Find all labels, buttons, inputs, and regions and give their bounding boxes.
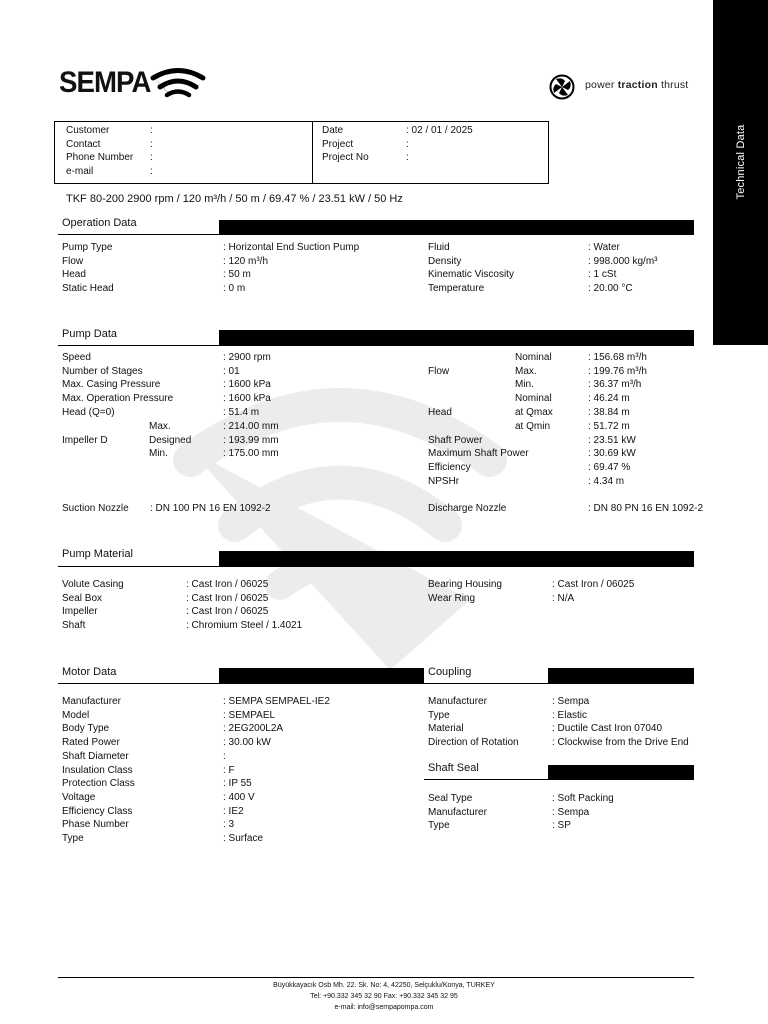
shaft-seal-rule [424, 779, 694, 780]
coupling-label-type: Type [428, 709, 450, 721]
impeller-label-min: Min. [149, 448, 168, 459]
pump-model-summary: TKF 80-200 2900 rpm / 120 m³/h / 50 m / 69.47 % / 23.51 kW / 50 Hz [66, 193, 403, 205]
motor-label-body-type: Body Type [62, 723, 110, 735]
operation-value-flow: : 120 m³/h [223, 255, 269, 267]
pump-label-discharge-nozzle: Discharge Nozzle [428, 503, 507, 514]
tagline-word-thrust: thrust [660, 79, 689, 91]
customer-label-project: Project [322, 138, 354, 150]
seal-label-seal-type: Seal Type [428, 793, 473, 804]
motor-label-phase-number: Phase Number [62, 819, 129, 831]
head-value-qmin: : 51.72 m [588, 421, 630, 432]
coupling-rule [424, 683, 694, 684]
pump-label-casing-pressure: Max. Casing Pressure [62, 379, 161, 390]
pump-data-title: Pump Data [62, 328, 118, 340]
motor-value-protection-class: : IP 55 [223, 778, 252, 790]
propeller-mark-icon [549, 74, 575, 100]
head-label-qmax: at Qmax [515, 407, 553, 418]
pump-label-max-shaft-power: Maximum Shaft Power [428, 448, 529, 459]
flow-value-min: : 36.37 m³/h [588, 379, 642, 390]
pump-value-max-shaft-power: : 30.69 kW [588, 448, 636, 459]
pump-value-head-q0: : 51.4 m [223, 407, 260, 418]
tagline-word-traction: traction [617, 79, 658, 91]
motor-data-title: Motor Data [62, 666, 117, 678]
pump-value-npshr: : 4.34 m [588, 476, 625, 487]
footer-email: e-mail: info@sempapompa.com [334, 1004, 434, 1011]
brand-tagline [585, 79, 688, 91]
material-label-wear-ring: Wear Ring [428, 592, 476, 604]
operation-value-density: : 998.000 kg/m³ [588, 255, 658, 267]
motor-value-phase-number: : 3 [223, 819, 235, 831]
pump-value-efficiency: : 69.47 % [588, 462, 631, 473]
material-label-impeller: Impeller [62, 606, 98, 618]
customer-value-customer: : [150, 125, 153, 136]
flow-label: Flow [428, 366, 450, 377]
motor-value-voltage: : 400 V [223, 791, 255, 803]
impeller-value-max: : 214.00 mm [223, 421, 279, 432]
motor-label-protection-class: Protection Class [62, 778, 135, 790]
material-label-seal-box: Seal Box [62, 592, 103, 604]
pump-data-bar [219, 330, 694, 345]
operation-label-fluid: Fluid [428, 242, 450, 253]
pump-label-npshr: NPSHr [428, 476, 460, 487]
pump-label-operation-pressure: Max. Operation Pressure [62, 393, 174, 404]
operation-data-rule [58, 234, 694, 235]
motor-label-voltage: Voltage [62, 791, 96, 803]
operation-label-pump-type: Pump Type [62, 242, 113, 253]
material-value-wear-ring: : N/A [552, 592, 575, 604]
flow-label-nominal: Nominal [515, 352, 552, 363]
coupling-label-direction-of-rotation: Direction of Rotation [428, 737, 519, 749]
customer-value-phone-number: : [150, 152, 153, 164]
sempa-logo: SEMPA [59, 66, 151, 99]
pump-label-suction-nozzle: Suction Nozzle [62, 503, 129, 514]
seal-label-manufacturer: Manufacturer [428, 806, 487, 818]
operation-value-fluid: : Water [588, 242, 620, 253]
pump-value-casing-pressure: : 1600 kPa [223, 379, 271, 390]
motor-value-shaft-diameter: : [223, 750, 226, 762]
pump-label-shaft-power: Shaft Power [428, 435, 483, 446]
shaft-seal-title: Shaft Seal [428, 762, 479, 774]
motor-data-bar [219, 668, 424, 683]
customer-value-project: : [406, 138, 409, 150]
footer-address: Büyükkayacık Osb Mh. 22. Sk. No: 4, 42250, Selçuklu/Konya, TURKEY [273, 982, 495, 989]
pump-value-operation-pressure: : 1600 kPa [223, 393, 271, 404]
material-value-volute-casing: : Cast Iron / 06025 [186, 579, 269, 590]
pump-data-rule [58, 345, 694, 346]
motor-value-model: : SEMPAEL [223, 709, 276, 721]
flow-value-max: : 199.76 m³/h [588, 366, 647, 377]
pump-value-stages: : 01 [223, 366, 240, 377]
pump-label-stages: Number of Stages [62, 366, 143, 377]
customer-value-date: : 02 / 01 / 2025 [406, 125, 473, 136]
operation-label-head: Head [62, 269, 86, 281]
material-value-seal-box: : Cast Iron / 06025 [186, 592, 269, 604]
seal-label-type: Type [428, 820, 450, 832]
material-label-volute-casing: Volute Casing [62, 579, 124, 590]
pump-material-rule [58, 566, 694, 567]
seal-value-type: : SP [552, 820, 571, 832]
pump-material-title: Pump Material [62, 548, 133, 560]
operation-label-temperature: Temperature [428, 283, 485, 295]
operation-value-static-head: : 0 m [223, 283, 246, 295]
customer-label-contact: Contact [66, 138, 101, 150]
coupling-label-material: Material [428, 723, 464, 735]
material-value-shaft: : Chromium Steel / 1.4021 [186, 620, 303, 632]
material-label-shaft: Shaft [62, 620, 86, 632]
head-label: Head [428, 407, 452, 418]
customer-value-contact: : [150, 138, 153, 150]
pump-label-head-q0: Head (Q=0) [62, 407, 115, 418]
pump-value-shaft-power: : 23.51 kW [588, 435, 636, 446]
motor-label-rated-power: Rated Power [62, 737, 120, 749]
pump-value-discharge-nozzle: : DN 80 PN 16 EN 1092-2 [588, 503, 704, 514]
motor-value-manufacturer: : SEMPA SEMPAEL-IE2 [223, 696, 330, 707]
flow-label-max: Max. [515, 366, 537, 377]
customer-label-e-mail: e-mail [66, 166, 94, 178]
operation-label-density: Density [428, 255, 462, 267]
material-label-bearing-housing: Bearing Housing [428, 579, 502, 590]
impeller-label-designed: Designed [149, 435, 192, 446]
seal-value-manufacturer: : Sempa [552, 806, 590, 818]
customer-value-e-mail: : [150, 166, 153, 178]
motor-label-manufacturer: Manufacturer [62, 696, 121, 707]
motor-label-shaft-diameter: Shaft Diameter [62, 750, 129, 762]
customer-label-date: Date [322, 125, 344, 136]
seal-value-seal-type: : Soft Packing [552, 793, 614, 804]
operation-value-pump-type: : Horizontal End Suction Pump [223, 242, 360, 253]
motor-label-model: Model [62, 709, 90, 721]
pump-label-speed: Speed [62, 352, 91, 363]
head-label-qmin: at Qmin [515, 421, 551, 432]
impeller-value-min: : 175.00 mm [223, 448, 279, 459]
operation-label-kinematic-viscosity: Kinematic Viscosity [428, 269, 514, 281]
customer-value-project-no: : [406, 152, 409, 164]
head-label-nominal: Nominal [515, 393, 552, 404]
footer-rule [58, 977, 694, 978]
customer-box-divider [312, 121, 313, 184]
operation-value-kinematic-viscosity: : 1 cSt [588, 269, 617, 281]
head-value-qmax: : 38.84 m [588, 407, 630, 418]
watermark-logo [150, 340, 530, 720]
footer-phone: Tel: +90.332 345 32 90 Fax: +90.332 345 32 95 [310, 993, 458, 1000]
operation-data-title: Operation Data [62, 217, 137, 229]
pump-value-speed: : 2900 rpm [223, 352, 271, 363]
coupling-label-manufacturer: Manufacturer [428, 696, 487, 707]
pump-value-suction-nozzle: : DN 100 PN 16 EN 1092-2 [150, 503, 271, 514]
motor-value-efficiency-class: : IE2 [223, 805, 244, 817]
motor-value-insulation-class: : F [223, 764, 235, 776]
operation-label-static-head: Static Head [62, 283, 114, 295]
motor-data-rule [58, 683, 424, 684]
coupling-value-direction-of-rotation: : Clockwise from the Drive End [552, 737, 689, 749]
customer-label-project-no: Project No [322, 152, 369, 164]
tagline-word-power: power [585, 79, 615, 91]
motor-label-insulation-class: Insulation Class [62, 764, 133, 776]
coupling-title: Coupling [428, 666, 472, 678]
operation-label-flow: Flow [62, 255, 84, 267]
flow-value-nominal: : 156.68 m³/h [588, 352, 647, 363]
wifi-wave-logo-icon [150, 66, 206, 104]
motor-value-body-type: : 2EG200L2A [223, 723, 284, 735]
coupling-value-type: : Elastic [552, 709, 588, 721]
impeller-value-designed: : 193.99 mm [223, 435, 279, 446]
side-tab-label: Technical Data [734, 124, 747, 200]
impeller-label: Impeller D [62, 435, 108, 446]
operation-data-bar [219, 220, 694, 235]
coupling-value-material: : Ductile Cast Iron 07040 [552, 723, 663, 735]
pump-material-bar [219, 551, 694, 566]
customer-label-phone-number: Phone Number [66, 152, 134, 164]
pump-label-efficiency: Efficiency [428, 462, 471, 473]
customer-label-customer: Customer [66, 125, 110, 136]
motor-value-rated-power: : 30.00 kW [223, 737, 271, 749]
shaft-seal-bar [548, 765, 694, 780]
motor-value-type: : Surface [223, 833, 264, 844]
motor-label-type: Type [62, 833, 84, 844]
material-value-impeller: : Cast Iron / 06025 [186, 606, 269, 618]
operation-value-temperature: : 20.00 °C [588, 283, 633, 295]
operation-value-head: : 50 m [223, 269, 251, 281]
motor-label-efficiency-class: Efficiency Class [62, 805, 133, 817]
flow-label-min: Min. [515, 379, 534, 390]
impeller-label-max: Max. [149, 421, 171, 432]
material-value-bearing-housing: : Cast Iron / 06025 [552, 579, 635, 590]
head-value-nominal: : 46.24 m [588, 393, 630, 404]
coupling-bar [548, 668, 694, 683]
coupling-value-manufacturer: : Sempa [552, 696, 590, 707]
